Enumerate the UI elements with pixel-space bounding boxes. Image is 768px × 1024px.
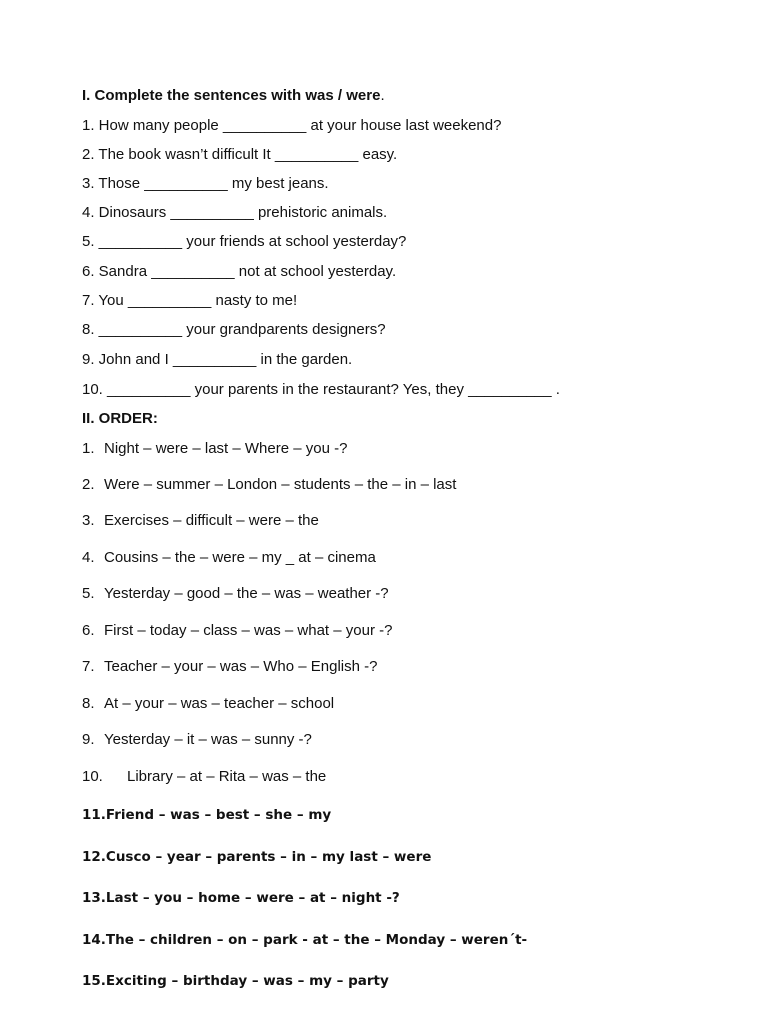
order-item-text: Were – summer – London – students – the – in – last — [104, 476, 457, 493]
order-item-14: 14.The – children – on – park - at – the – Monday – weren´t- — [82, 932, 528, 948]
order-item-text: At – your – was – teacher – school — [104, 695, 335, 712]
exercise-1-item-1: 1. How many people __________ at your house last weekend? — [82, 117, 502, 134]
order-item-9 — [82, 731, 312, 749]
order-item-number: 3. — [82, 512, 95, 529]
order-item-text: Cousins – the – were – my _ at – cinema — [104, 549, 376, 566]
order-item-text: Yesterday – good – the – was – weather -? — [104, 585, 389, 602]
order-item-number: 5. — [82, 585, 95, 602]
order-item-11: 11.Friend – was – best – she – my — [82, 807, 332, 823]
section-1-heading-text: I. Complete the sentences with was / were — [82, 87, 381, 104]
order-item-text: Yesterday – it – was – sunny -? — [104, 731, 312, 748]
order-item-12: 12.Cusco – year – parents – in – my last – were — [82, 849, 432, 865]
order-item-15: 15.Exciting – birthday – was – my – party — [82, 973, 389, 989]
order-item-number: 7. — [82, 658, 95, 675]
order-item-13: 13.Last – you – home – were – at – night -? — [82, 890, 400, 906]
order-item-6 — [82, 622, 392, 640]
order-item-text: First – today – class – was – what – your -? — [104, 622, 393, 639]
exercise-1-item-4: 4. Dinosaurs __________ prehistoric animals. — [82, 204, 388, 221]
order-item-number: 10. — [82, 768, 103, 785]
order-item-text: Night – were – last – Where – you -? — [104, 440, 348, 457]
exercise-1-item-3: 3. Those __________ my best jeans. — [82, 175, 329, 192]
order-item-number: 9. — [82, 731, 95, 748]
order-item-7 — [82, 658, 377, 676]
order-item-4 — [82, 549, 376, 567]
order-item-number: 2. — [82, 476, 95, 493]
order-item-1 — [82, 440, 347, 458]
exercise-1-item-9: 9. John and I __________ in the garden. — [82, 351, 353, 368]
order-item-3 — [82, 512, 319, 530]
section-1-heading-period: . — [380, 87, 385, 104]
section-2-heading: II. ORDER: — [82, 410, 158, 427]
order-item-text: Exercises – difficult – were – the — [104, 512, 319, 529]
exercise-1-item-2: 2. The book wasn’t difficult It __________ easy. — [82, 146, 398, 163]
order-item-text: Teacher – your – was – Who – English -? — [104, 658, 378, 675]
order-item-number: 6. — [82, 622, 95, 639]
exercise-1-item-5: 5. __________ your friends at school yesterday? — [82, 233, 407, 250]
order-item-number: 1. — [82, 440, 95, 457]
order-item-5 — [82, 585, 389, 603]
exercise-1-item-6: 6. Sandra __________ not at school yesterday. — [82, 263, 397, 280]
order-item-number: 8. — [82, 695, 95, 712]
order-item-number: 4. — [82, 549, 95, 566]
order-item-text: Library – at – Rita – was – the — [127, 768, 327, 785]
exercise-1-item-8: 8. __________ your grandparents designers? — [82, 321, 386, 338]
section-1-heading — [82, 87, 385, 105]
exercise-1-item-10: 10. __________ your parents in the restaurant? Yes, they __________ . — [82, 381, 560, 398]
order-item-2 — [82, 476, 456, 494]
order-item-8 — [82, 695, 334, 713]
order-item-10 — [82, 768, 326, 786]
exercise-1-item-7: 7. You __________ nasty to me! — [82, 292, 298, 309]
